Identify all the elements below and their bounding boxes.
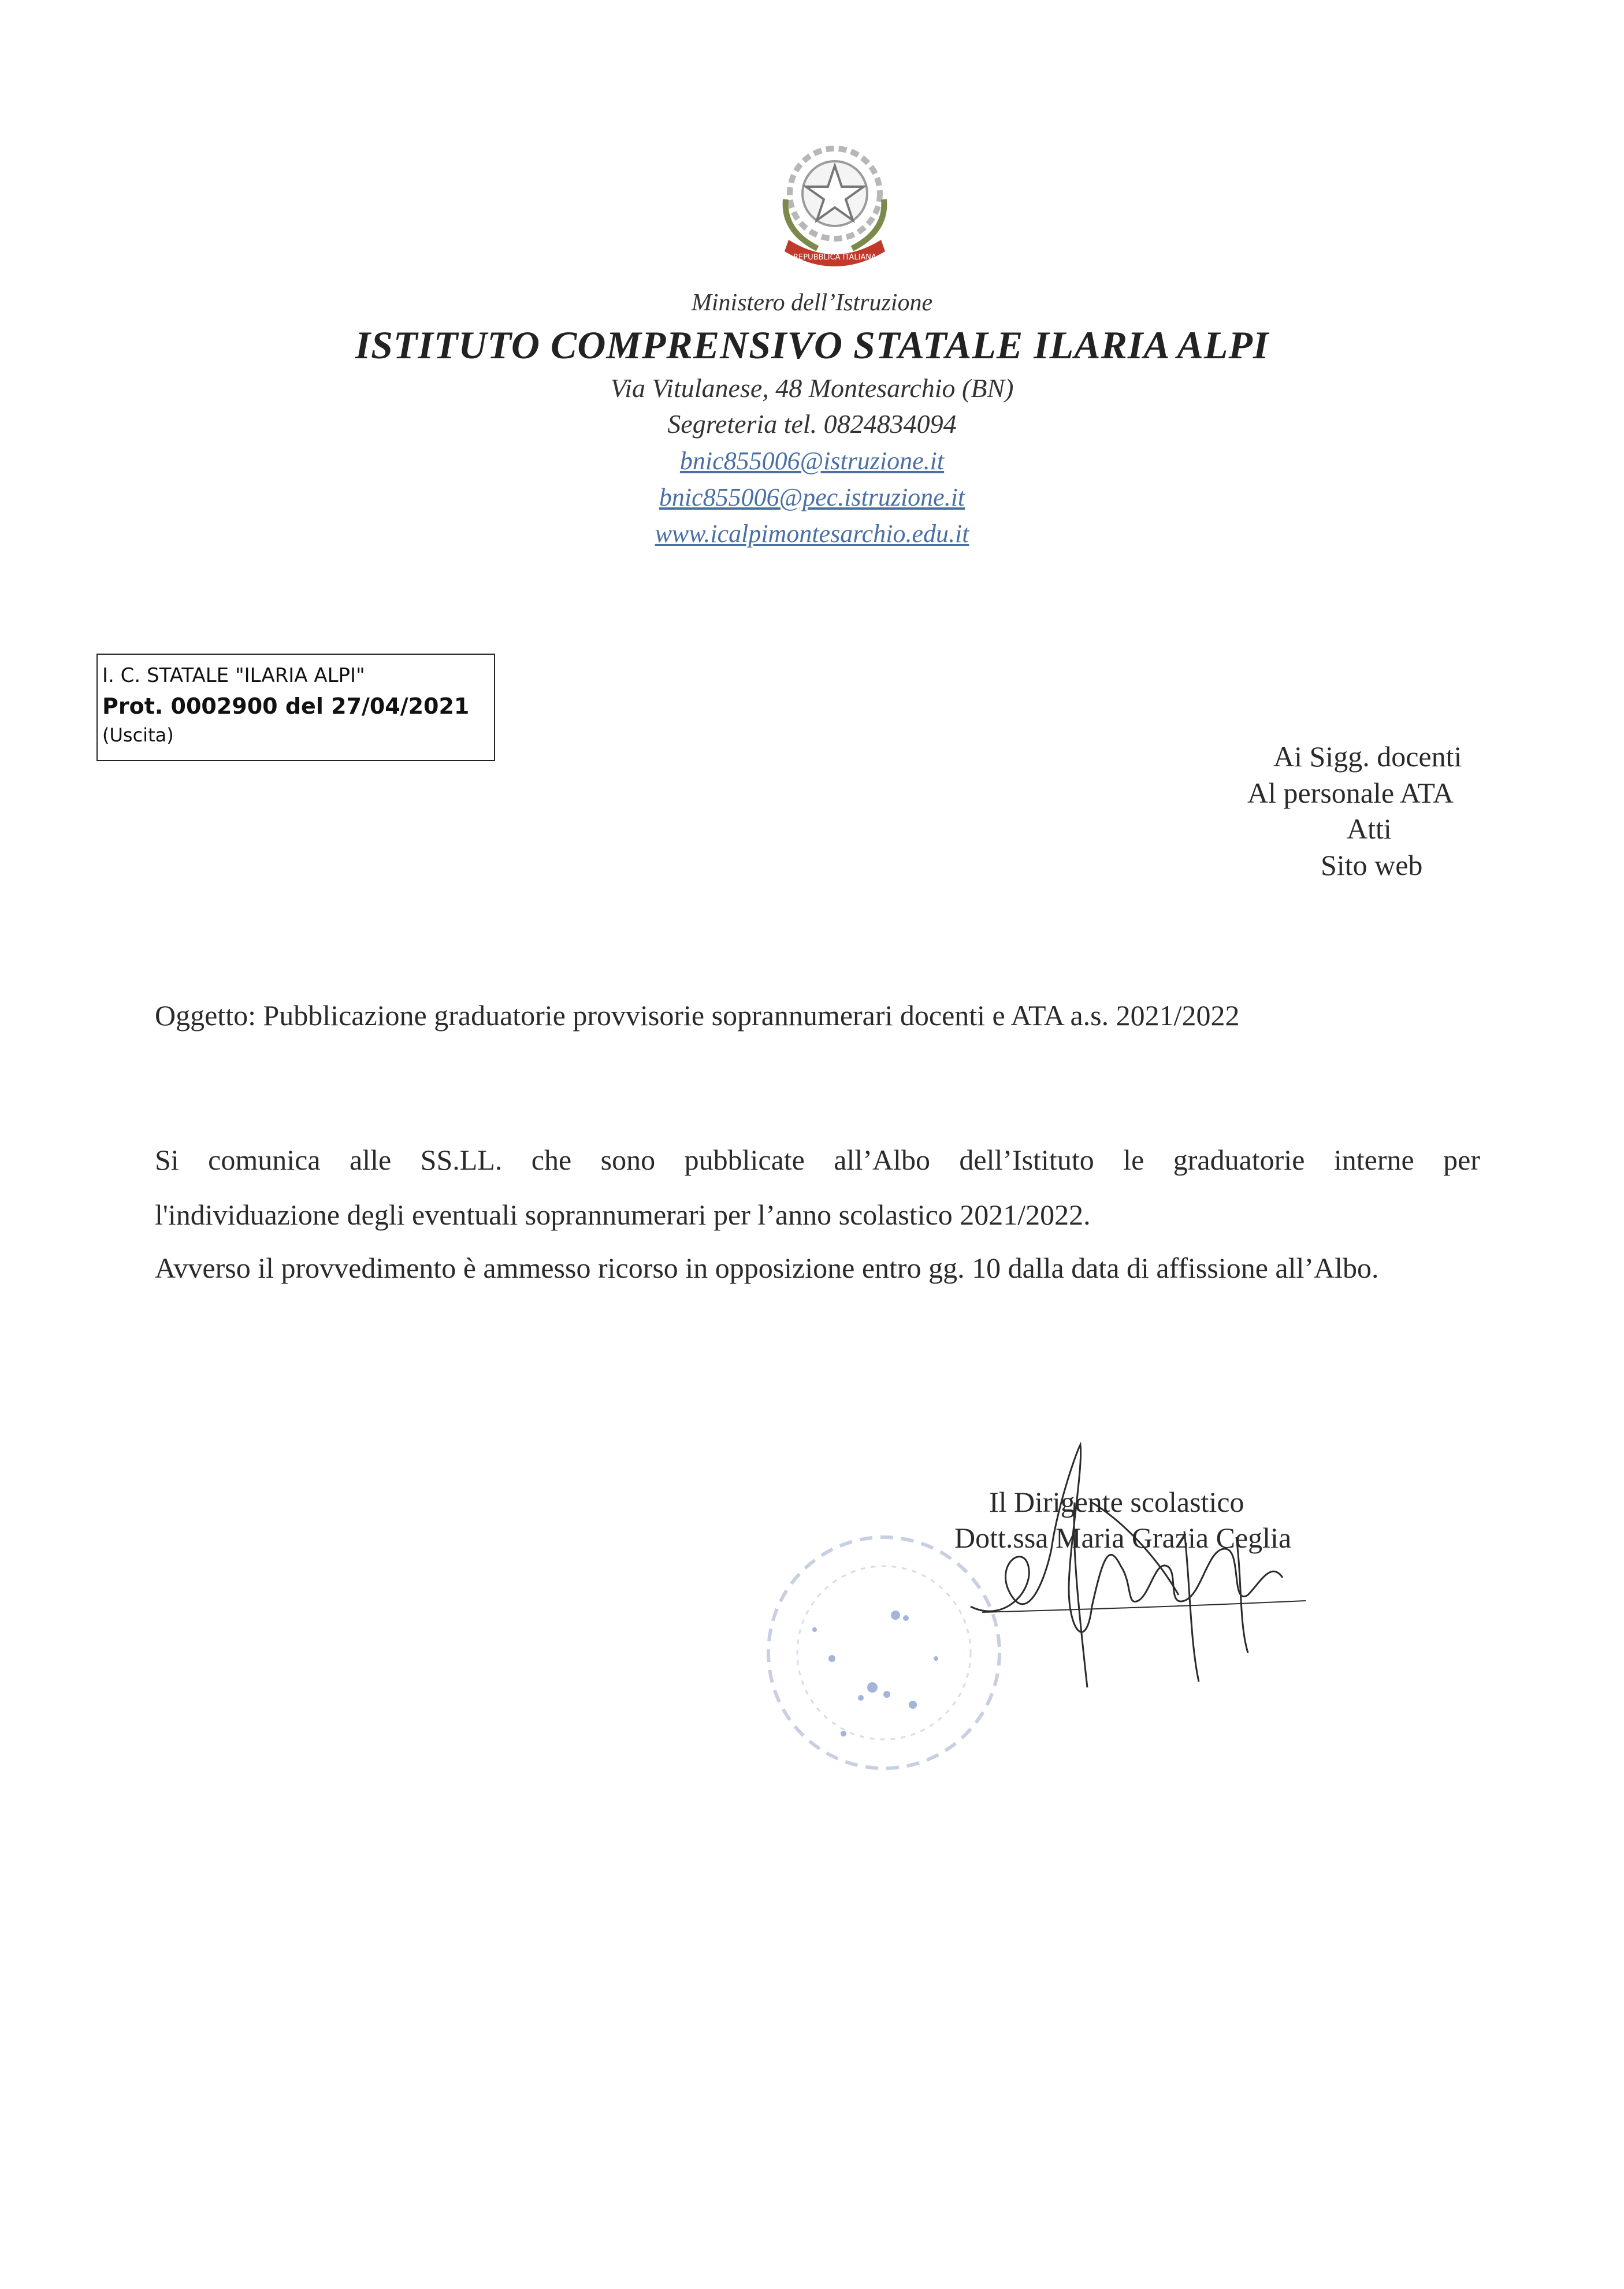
website-link[interactable]: www.icalpimontesarchio.edu.it	[655, 520, 969, 548]
protocol-number: Prot. 0002900 del 27/04/2021	[102, 693, 470, 719]
body-paragraph-2: Avverso il provvedimento è ammesso ricorso in opposizione entro gg. 10 dalla data di affissione all’Albo.	[155, 1252, 1379, 1284]
emblem-banner-text: REPUBBLICA ITALIANA	[793, 253, 876, 262]
email-link[interactable]: bnic855006@istruzione.it	[679, 447, 945, 475]
recipient-docenti: Ai Sigg. docenti	[1273, 740, 1462, 773]
school-name: ISTITUTO COMPRENSIVO STATALE ILARIA ALPI	[355, 323, 1269, 367]
handwritten-signature-icon	[936, 1433, 1329, 1699]
body-paragraph-1-line-2: l'individuazione degli eventuali soprannumerari per l’anno scolastico 2021/2022.	[155, 1199, 1091, 1231]
school-address: Via Vitulanese, 48 Montesarchio (BN)	[610, 373, 1014, 403]
recipient-ata: Al personale ATA	[1247, 777, 1454, 809]
protocol-stamp-box	[96, 654, 495, 761]
protocol-direction: (Uscita)	[102, 724, 174, 746]
body-paragraph-1-line-1: Si comunica alle SS.LL. che sono pubblicate all’Albo dell’Istituto le graduatorie interne per	[155, 1144, 1480, 1176]
signatory-role: Il Dirigente scolastico	[989, 1486, 1244, 1518]
recipient-atti: Atti	[1347, 813, 1392, 845]
letter-subject: Oggetto: Pubblicazione graduatorie provvisorie soprannumerari docenti e ATA a.s. 2021/2022	[155, 999, 1240, 1032]
recipient-sito-web: Sito web	[1321, 849, 1423, 881]
protocol-school: I. C. STATALE "ILARIA ALPI"	[102, 664, 365, 687]
ministry-name: Ministero dell’Istruzione	[691, 290, 933, 316]
republic-emblem-icon	[763, 130, 907, 274]
pec-email-link[interactable]: bnic855006@pec.istruzione.it	[659, 483, 965, 511]
signatory-name: Dott.ssa Maria Grazia Ceglia	[954, 1522, 1292, 1554]
school-phone: Segreteria tel. 0824834094	[667, 409, 957, 439]
